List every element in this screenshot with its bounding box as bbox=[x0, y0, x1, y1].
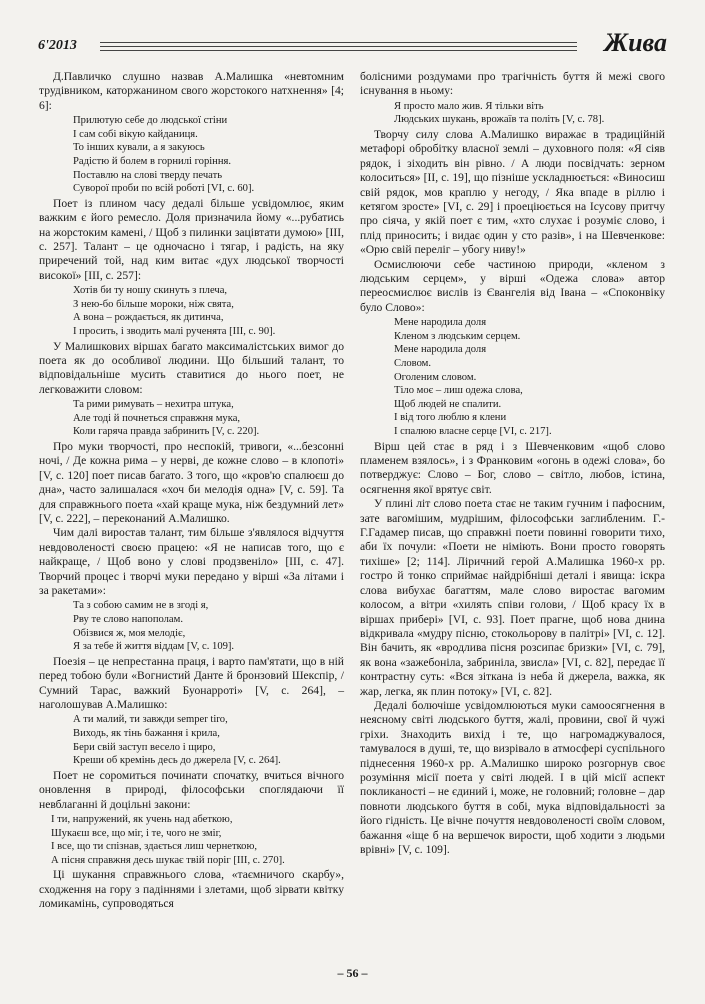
verse-quote bbox=[73, 713, 344, 767]
paragraph: Д.Павличко слушно назвав А.Малишка «невтомним трудівником, каторжанином свого жорстокого натхнення» [4; 6]: bbox=[39, 70, 344, 112]
verse-line: І просить, і зводить малі рученята [III, с. 90]. bbox=[73, 326, 276, 337]
journal-logo: Жива bbox=[604, 28, 667, 57]
paragraph: Чим далі виростав талант, тим більше з'являлося відчуття невдоволеності своєю працею: «Я не написав того, що є найкраще, / Щоб воно у слові продзвеніло» [III, с. 47]. Творчий процес і творчі муки передано у вірші «За літами і за ракетами»: bbox=[39, 526, 344, 598]
paragraph: Творчу силу слова А.Малишко виражає в традиційній метафорі обробітку власної землі – духовного поля: «Я сіяв рядок, і зіходить він рівно. / А люди посвідчать: зерном колоситься» [II, с. 19], що пізніше ускладнюється: «Виносиш свій рядок, мов краплю у негоду, / Яка впаде в ріллю і кетягом зросте» [VI, с. 29] і проеціюється на Ісусову притчу про сіяча, у якій поет є тим, «хто слухає і розуміє слово, і плід приносить; і видає один у сто разів», і на Шевченкове: «Орю свій переліг – убогу ниву!» bbox=[360, 128, 665, 257]
paragraph: Поезія – це непрестанна праця, і варто пам'ятати, що в ній перед тобою були «Вогнистий Данте й бронзовий Шекспір, / Сумний Тарас, важкий Буонарроті» [V, с. 264], – наголошував А.Малишко: bbox=[39, 654, 344, 712]
verse-quote bbox=[73, 398, 344, 439]
verse-line: Обізвися ж, моя мелодіє, bbox=[73, 627, 186, 639]
paragraph: болісними роздумами про трагічність буття й межі свого існування в ньому: bbox=[360, 70, 665, 98]
verse-line: І від того люблю я клени bbox=[394, 412, 507, 424]
verse-line: Суворої проби по всій роботі [VI, с. 60]. bbox=[73, 183, 255, 195]
verse-line: Оголеним словом. bbox=[394, 371, 477, 383]
paragraph: Поет із плином часу дедалі більше усвідомлює, яким важким є його ремесло. Доля призначила йому «...рубатись на жорстоким камені, / Щоб з пилинки зацівтати думою» [III, с. 257]. Талант – це одночасно і тягар, і радість, на яку приречений той, над ким витає «дух людської творчості високої» [III, с. 257]: bbox=[39, 196, 344, 282]
verse-line: І сам собі вікую кайданиця. bbox=[73, 128, 198, 140]
paragraph: У Малишкових віршах багато максималістських вимог до поета як до особливої людини. Що більший талант, то відповідальніше мусить ставитися до нього поет, не легковажити словом: bbox=[39, 339, 344, 396]
page-header bbox=[38, 28, 667, 62]
verse-line: Поставлю на слові тверду печать bbox=[73, 169, 223, 181]
verse-line: Та з собою самим не в згоді я, bbox=[73, 600, 209, 612]
verse-line: Виходь, як тінь бажання і крила, bbox=[73, 728, 220, 740]
paragraph: Дедалі болючіше усвідомлюються муки самоосягнення в неясному світі людського буття, жалі, провини, свої й чужі гріхи. Знаходить вихід і те, що нагромаджувалося, тамувалося в душі, те, що визрівало в атмосфері суспільного піднесення 1960-х рр. А.Малишко широко розгорнув своє розуміння місії поета у світі людей. І в цій місії аспект покликаності – не єдиний і, може, не головний; головне – дар повноти людського буття в собі, мука відповідальності за його гідність. Це вічне почуття невдоволеності своїм словом, бажання «іще б на вершечок вирости, щоб ходити з людьми врівні» [V, с. 109]. bbox=[360, 698, 665, 856]
paragraph: Про муки творчості, про неспокій, тривоги, «...безсонні ночі, / Де кожна рима – у нерві, де кожне слово – в клопоті» [V, с. 120] поет писав багато. З того, що «кров'ю спалюєш до дна», часто залишалася «хоч би мелодія одна» [V, с. 59]. Та для справжнього поета «хай краще мука, ніж бездумний лет» [V, с. 222], – переконаний А.Малишко. bbox=[39, 440, 344, 526]
verse-line: Коли гаряча правда забринить [V, с. 220]. bbox=[73, 426, 260, 438]
verse-line: Щоб людей не спалити. bbox=[394, 398, 502, 410]
page-number: – 56 – bbox=[337, 966, 368, 980]
verse-line: Мене народила доля bbox=[394, 344, 487, 356]
header-rule bbox=[100, 46, 577, 47]
paragraph: Поет не соромиться починати спочатку, вчиться вічного оновлення в природі, філософськи споглядаючи її невблаганні й доцільні закони: bbox=[39, 768, 344, 811]
paragraph: Осмислюючи себе частиною природи, «кленом з людським серцем», у вірші «Одежа слова» автор переосмислює вислів із Євангелія від Івана – «Споконвіку було Слово»: bbox=[360, 257, 665, 314]
verse-quote bbox=[51, 813, 344, 867]
paragraph: Ці шукання справжнього слова, «таємничого скарбу», сходження на гору з падіннями і злетами, щоб зірвати квітку ломикамінь, супроводяться bbox=[39, 868, 344, 911]
verse-line: Мене народила доля bbox=[394, 317, 487, 329]
verse-line: Креши об кремінь десь до джерела [V, с. 264]. bbox=[73, 755, 281, 767]
verse-line: Словом. bbox=[394, 358, 432, 370]
verse-line: Хотів би ту ношу скинуть з плеча, bbox=[73, 285, 228, 297]
verse-line: Рву те слово напополам. bbox=[73, 614, 183, 626]
verse-quote bbox=[73, 284, 344, 338]
verse-line: Шукаєш все, що міг, і те, чого не зміг, bbox=[51, 827, 222, 839]
verse-quote bbox=[394, 100, 665, 127]
verse-line: Людських шукань, врожаїв та політь [V, с. 78]. bbox=[394, 114, 605, 126]
verse-line: І все, що ти спізнав, здається лиш чернеткою, bbox=[51, 841, 258, 853]
verse-line: А пісня справжня десь шукає твій поріг [III, с. 270]. bbox=[51, 854, 285, 866]
verse-quote bbox=[73, 599, 344, 653]
verse-line: Кленом з людським серцем. bbox=[394, 330, 521, 342]
header-rule bbox=[100, 42, 577, 43]
text-column-right bbox=[360, 70, 665, 857]
verse-line: Я просто мало жив. Я тільки віть bbox=[394, 100, 544, 112]
verse-line: То інших кували, а я закуюсь bbox=[73, 142, 205, 154]
verse-line: З нею-бо більше мороки, ніж свята, bbox=[73, 298, 234, 310]
verse-line: Тіло моє – лиш одежа слова, bbox=[394, 385, 523, 397]
verse-line: Бери свій заступ весело і щиро, bbox=[73, 741, 216, 753]
verse-line: А вона – рождається, як дитинча, bbox=[73, 312, 224, 324]
verse-quote bbox=[73, 114, 344, 196]
paragraph: Вірш цей стає в ряд і з Шевченковим «щоб слово пламенем взялось», і з Франковим «огонь в одежі слова», бо потверджує: Слово – Бог, слово – світло, любов, істина, осягнення якої врятує світ. bbox=[360, 439, 665, 496]
verse-line: Я за тебе й життя віддам [V, с. 109]. bbox=[73, 641, 235, 653]
verse-line: І спалюю власне серце [VI, с. 217]. bbox=[394, 426, 552, 438]
text-column-left bbox=[39, 70, 344, 912]
verse-line: Та рими римувать – нехитра штука, bbox=[73, 399, 234, 411]
header-rule bbox=[100, 50, 577, 51]
verse-quote bbox=[394, 316, 665, 438]
verse-line: Радістю й болем в горнилі горіння. bbox=[73, 156, 232, 167]
issue-number: 6'2013 bbox=[38, 38, 77, 53]
verse-line: Прилютую себе до людської стіни bbox=[73, 115, 228, 127]
verse-line: І ти, напружений, як учень над абеткою, bbox=[51, 814, 233, 826]
verse-line: Але тоді й почнеться справжня мука, bbox=[73, 412, 241, 424]
verse-line: А ти малий, ти завжди semper tiro, bbox=[73, 714, 228, 726]
paragraph: У плині літ слово поета стає не таким гучним і пафосним, зате вагомішим, мудрішим, філософськи заглибленим. Г.-Г.Гадамер писав, що справжні поети повинні говорити тихо, аби їх почули: «Поети не німіють. Вони просто говорять тихіше» [2; 114]. Ліричний герой А.Малишка 1960-х рр. гостро й тонко сприймає найдрібніші деталі і явища: іскра слова вибухає багаттям, мале слово виростає вагомим колосом, а вітри «хилять співи голови, / Щоб красу їх в віршах прибері» [VI, с. 93]. Поет прагне, щоб нова днина відкривала «мудру пісню, стокольорову в палітрі» [VI, с. 12]. Він бачить, як «вродлива пісня розсипає бризки» [VI, с. 79], як вона «зажебоніла, забриніла, звисла» [VI, с. 82], передає її контрастну суть: «Вся зіткана із неба й джерела, важка, як жар, легка, як плин потоку» [VI, с. 82]. bbox=[360, 497, 665, 698]
